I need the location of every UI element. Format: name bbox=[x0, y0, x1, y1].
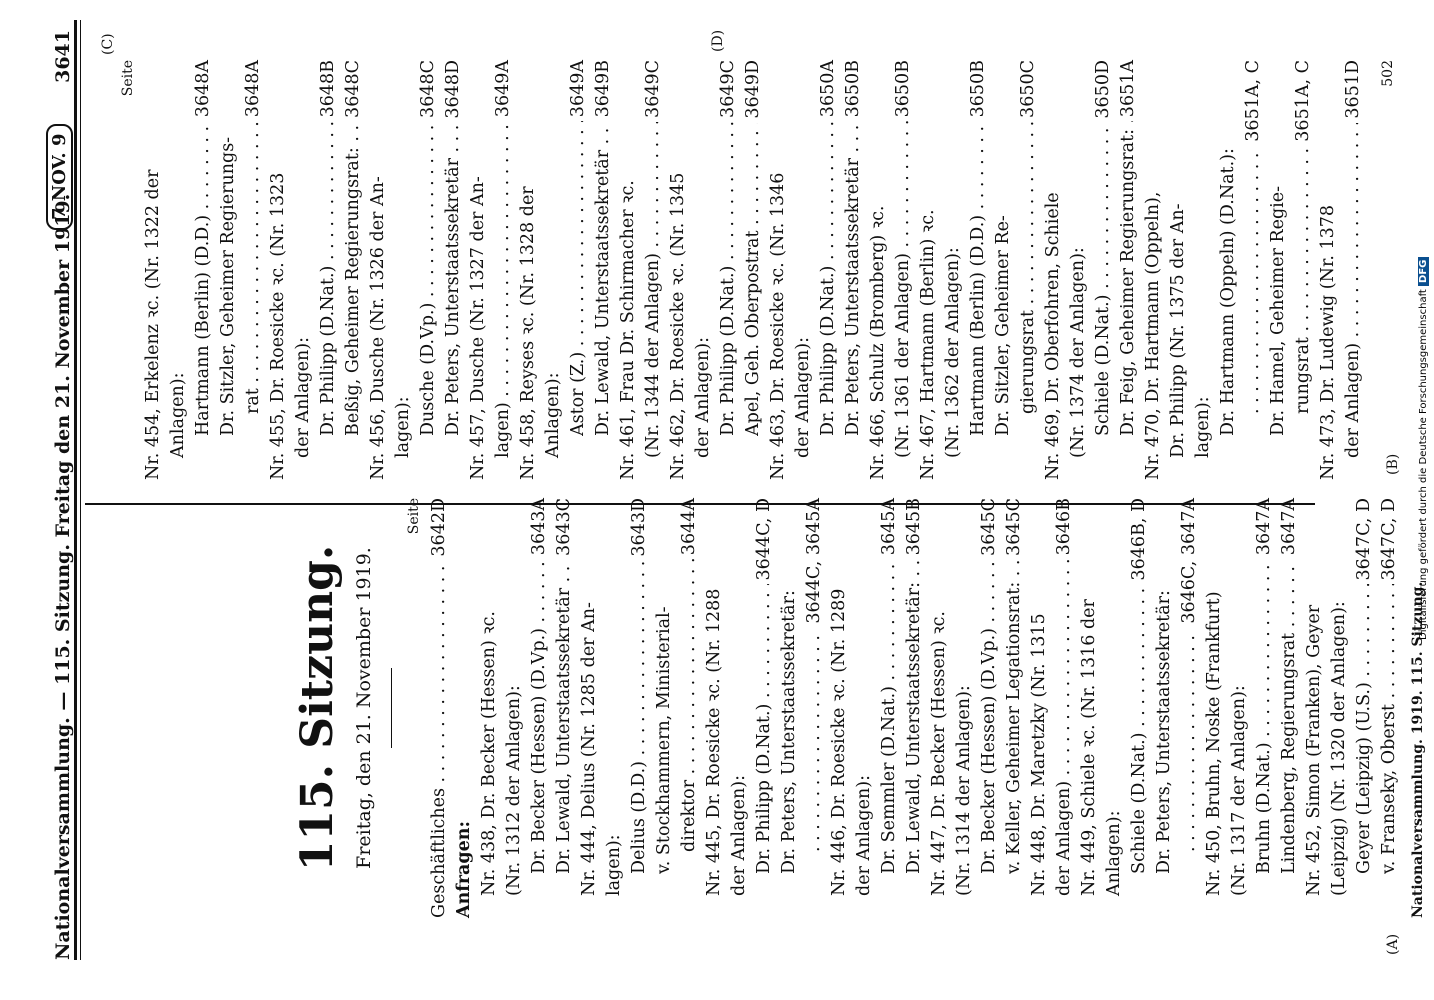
toc-page-ref: 3650C bbox=[1018, 60, 1038, 118]
toc-line: (Nr. 1374 der Anlagen): bbox=[1068, 247, 1088, 458]
toc-line: Nr. 469, Dr. Oberfohren, Schiele bbox=[1043, 192, 1063, 480]
toc-entry-text: Dr. Philipp (D.Nat.) . . . bbox=[816, 121, 841, 436]
toc-line: (Nr. 1314 der Anlagen): bbox=[954, 685, 974, 896]
toc-line: Dr. Sitzler, Geheimer Regierungs- bbox=[218, 136, 238, 436]
toc-left bbox=[427, 498, 1402, 918]
toc-entry-text: Delius (D.D.) . . . bbox=[627, 561, 652, 874]
toc-line: Nr. 461, Frau Dr. Schirmacher ꝛc. bbox=[618, 180, 638, 480]
toc-line bbox=[1252, 498, 1277, 918]
margin-mark-a: (A) bbox=[1385, 933, 1401, 955]
toc-line: Dr. Peters, Unterstaatssekretär: bbox=[1154, 590, 1174, 874]
toc-line: Nr. 470, Dr. Hartmann (Oppeln), bbox=[1143, 191, 1163, 480]
toc-line bbox=[841, 60, 866, 480]
toc-page-ref: 3648A bbox=[193, 60, 213, 118]
toc-page-ref: 3647A bbox=[1279, 498, 1299, 556]
toc-line bbox=[1016, 60, 1041, 480]
toc-line: Nr. 448, Dr. Maretzky (Nr. 1315 bbox=[1029, 613, 1049, 896]
toc-line bbox=[716, 60, 741, 480]
toc-line bbox=[552, 498, 577, 918]
toc-entry-text: Bruhn (D.Nat.) . . . bbox=[1252, 559, 1277, 874]
toc-line: Nr. 455, Dr. Roesicke ꝛc. (Nr. 1323 bbox=[268, 172, 288, 480]
toc-line: Anfragen: bbox=[454, 821, 474, 918]
toc-line bbox=[416, 60, 441, 480]
toc-page-ref: 3647C, D bbox=[1379, 498, 1399, 581]
toc-page-ref: 3649D bbox=[743, 60, 763, 119]
dfg-logo: DFG bbox=[1418, 257, 1429, 286]
toc-page-ref: 3650B bbox=[968, 60, 988, 118]
toc-line: Nr. 467, Hartmann (Berlin) ꝛc. bbox=[918, 209, 938, 480]
toc-entry-text: Dr. Lewald, Unterstaatssekretär . . . bbox=[591, 121, 616, 436]
toc-line: Nr. 449, Schiele ꝛc. (Nr. 1316 der bbox=[1079, 599, 1099, 896]
toc-line bbox=[241, 60, 266, 480]
toc-entry-text bbox=[1177, 628, 1202, 852]
toc-line: Nr. 438, Dr. Becker (Hessen) ꝛc. bbox=[479, 611, 499, 896]
toc-line bbox=[566, 60, 591, 480]
digitization-note bbox=[1418, 0, 1429, 640]
toc-page-ref: 3648C bbox=[418, 60, 438, 118]
toc-line bbox=[752, 498, 777, 918]
toc-right bbox=[141, 60, 1366, 480]
session-date: Freitag, den 21. November 1919. bbox=[353, 547, 375, 869]
toc-line: lagen): bbox=[1193, 396, 1213, 458]
toc-page-ref: 3643C bbox=[554, 498, 574, 556]
margin-mark-c: (C) bbox=[100, 33, 116, 55]
toc-line: der Anlagen): bbox=[793, 337, 813, 458]
toc-entry-text: Dr. Philipp (D.Nat.) . . . bbox=[752, 584, 777, 874]
toc-entry-text: der Anlagen) . . . bbox=[1052, 559, 1077, 896]
toc-entry-text: rungsrat . . . bbox=[1291, 146, 1316, 414]
toc-entry-text bbox=[1241, 146, 1266, 414]
toc-page-ref: 3651A, C bbox=[1243, 60, 1263, 142]
margin-mark-b: (B) bbox=[1385, 453, 1401, 475]
toc-line bbox=[441, 60, 466, 480]
running-head: Nationalversammlung. — 115. Sitzung. Freitag den 21. November 1919. bbox=[52, 193, 74, 960]
toc-entry-text: Dr. Becker (Hessen) (D.Vp.) . . . bbox=[527, 559, 552, 874]
toc-entry-text bbox=[802, 628, 827, 852]
toc-line bbox=[427, 498, 452, 918]
toc-line bbox=[1241, 60, 1266, 480]
toc-page-ref: 3645B bbox=[904, 498, 924, 556]
toc-entry-text: (Nr. 1361 der Anlagen) . . . bbox=[891, 121, 916, 458]
toc-line bbox=[1341, 60, 1366, 480]
toc-line: lagen): bbox=[393, 396, 413, 458]
toc-line: Dr. Hartmann (Oppeln) (D.Nat.): bbox=[1218, 148, 1238, 436]
digitization-text: Digitalisierung gefördert durch die Deutsche Forschungsgemeinschaft bbox=[1418, 289, 1429, 640]
toc-line bbox=[802, 498, 827, 918]
toc-page-ref: 3643D bbox=[629, 498, 649, 557]
toc-entry-text: Dr. Lewald, Unterstaatssekretär . . . bbox=[552, 560, 577, 874]
toc-line: Nr. 447, Dr. Becker (Hessen) ꝛc. bbox=[929, 611, 949, 896]
toc-line: Nr. 466, Schulz (Bromberg) ꝛc. bbox=[868, 205, 888, 480]
toc-line bbox=[491, 60, 516, 480]
toc-line bbox=[627, 498, 652, 918]
toc-line: Anlagen): bbox=[168, 372, 188, 458]
toc-line: Dr. Sitzler, Geheimer Re- bbox=[993, 215, 1013, 436]
toc-page-ref: 3648D bbox=[443, 60, 463, 119]
toc-line: Nr. 463, Dr. Roesicke ꝛc. (Nr. 1346 bbox=[768, 172, 788, 480]
toc-entry-text: Dusche (D.Vp.) . . . bbox=[416, 122, 441, 436]
toc-page-ref: 3650D bbox=[1093, 60, 1113, 119]
toc-page-ref: 3648B bbox=[318, 60, 338, 118]
toc-page-ref: 3651D bbox=[1343, 60, 1363, 119]
toc-page-ref: 3651A bbox=[1118, 60, 1138, 118]
toc-page-ref: 3650B bbox=[893, 60, 913, 118]
toc-line: Nr. 446, Dr. Roesicke ꝛc. (Nr. 1289 bbox=[829, 588, 849, 896]
toc-line: Nr. 473, Dr. Ludewig (Nr. 1378 bbox=[1318, 204, 1338, 480]
toc-line bbox=[527, 498, 552, 918]
toc-line: Nr. 444, Delius (Nr. 1285 der An- bbox=[579, 602, 599, 896]
toc-page-ref: 3645C bbox=[1004, 498, 1024, 556]
toc-entry-text: Dr. Peters, Unterstaatssekretär . . . bbox=[441, 123, 466, 436]
toc-line: (Nr. 1317 der Anlagen): bbox=[1229, 685, 1249, 896]
toc-page-ref: 3646B, D bbox=[1129, 498, 1149, 581]
footer-note: Nationalversammlung. 1919. 115. Sitzung. bbox=[1410, 581, 1426, 918]
toc-line: (Leipzig) (Nr. 1320 der Anlagen): bbox=[1329, 601, 1349, 896]
toc-line bbox=[966, 60, 991, 480]
toc-line: Nr. 457, Dusche (Nr. 1327 der An- bbox=[468, 176, 488, 480]
toc-page-ref: 3649A bbox=[568, 60, 588, 118]
toc-line bbox=[1091, 60, 1116, 480]
margin-mark-d: (D) bbox=[710, 29, 726, 52]
title-rule bbox=[391, 668, 392, 748]
header-rule bbox=[74, 20, 77, 960]
toc-line bbox=[341, 60, 366, 480]
toc-entry-text: rat . . . bbox=[241, 121, 266, 414]
toc-entry-text: Beßig, Geheimer Regierungsrat: . . . bbox=[341, 122, 366, 436]
signature-mark: 502 bbox=[1380, 60, 1396, 87]
toc-entry-text: Apel, Geh. Oberpostrat . . . bbox=[741, 123, 766, 436]
toc-line bbox=[591, 60, 616, 480]
toc-page-ref: 3646B bbox=[1054, 498, 1074, 556]
toc-entry-text: Dr. Feig, Geheimer Regierungsrat: . . . bbox=[1116, 121, 1141, 436]
toc-line: Nr. 462, Dr. Roesicke ꝛc. (Nr. 1345 bbox=[668, 172, 688, 480]
toc-line: (Nr. 1362 der Anlagen): bbox=[943, 247, 963, 458]
toc-entry-text: Astor (Z.) . . . bbox=[566, 121, 591, 436]
toc-entry-text: v. Keller, Geheimer Legationsrat: . . . bbox=[1002, 560, 1027, 874]
toc-entry-text: lagen) . . . bbox=[491, 121, 516, 458]
toc-page-ref: 3649A bbox=[493, 60, 513, 118]
toc-line bbox=[1127, 498, 1152, 918]
toc-entry-text: Geschäftliches . . . bbox=[427, 561, 452, 918]
seite-label: Seite bbox=[406, 498, 422, 535]
toc-page-ref: 3647C, D bbox=[1354, 498, 1374, 581]
toc-line: der Anlagen): bbox=[293, 337, 313, 458]
toc-line: v. Stockhammern, Ministerial- bbox=[654, 606, 674, 874]
toc-line bbox=[1177, 498, 1202, 918]
toc-line bbox=[1002, 498, 1027, 918]
toc-page-ref: 3649C bbox=[643, 60, 663, 118]
toc-line bbox=[741, 60, 766, 480]
toc-entry-text: Lindenberg, Regierungsrat . . . bbox=[1277, 559, 1302, 874]
toc-line: lagen): bbox=[604, 834, 624, 896]
toc-page-ref: 3644A bbox=[679, 498, 699, 556]
toc-line: Nr. 456, Dusche (Nr. 1326 der An- bbox=[368, 176, 388, 480]
toc-entry-text: Dr. Peters, Unterstaatssekretär . . . bbox=[841, 121, 866, 436]
toc-entry-text: Hartmann (Berlin) (D.D.) . . . bbox=[191, 121, 216, 436]
toc-line bbox=[1277, 498, 1302, 918]
toc-line bbox=[191, 60, 216, 480]
toc-line: Dr. Philipp (Nr. 1375 der An- bbox=[1168, 203, 1188, 458]
toc-page-ref: 3650B bbox=[843, 60, 863, 118]
toc-page-ref: 3650A bbox=[818, 60, 838, 118]
toc-line bbox=[1352, 498, 1377, 918]
toc-line: der Anlagen): bbox=[693, 337, 713, 458]
toc-entry-text: v. Franseky, Oberst . . . bbox=[1377, 584, 1402, 874]
header-rule-thin bbox=[80, 20, 81, 960]
toc-page-ref: 3651A, C bbox=[1293, 60, 1313, 142]
toc-page-ref: 3643A bbox=[529, 498, 549, 556]
toc-entry-text: der Anlagen) . . . bbox=[1341, 123, 1366, 458]
page-number: 3641 bbox=[52, 30, 74, 83]
toc-line bbox=[902, 498, 927, 918]
toc-page-ref: 3649B bbox=[593, 60, 613, 118]
toc-line: Nr. 452, Simon (Franken), Geyer bbox=[1304, 604, 1324, 896]
toc-line: Nr. 450, Bruhn, Noske (Frankfurt) bbox=[1204, 591, 1224, 896]
toc-page-ref: 3647A bbox=[1254, 498, 1274, 556]
toc-line bbox=[816, 60, 841, 480]
toc-entry-text: Hartmann (Berlin) (D.D.) . . . bbox=[966, 121, 991, 436]
toc-entry-text: Dr. Philipp (D.Nat.) . . . bbox=[716, 122, 741, 436]
toc-page-ref: 3644C, D bbox=[754, 498, 774, 581]
toc-line bbox=[1052, 498, 1077, 918]
toc-line: Nr. 454, Erkelenz ꝛc. (Nr. 1322 der bbox=[143, 169, 163, 480]
toc-line bbox=[1116, 60, 1141, 480]
toc-page-ref: 3645A bbox=[879, 498, 899, 556]
toc-line bbox=[1291, 60, 1316, 480]
toc-entry-text: Schiele (D.Nat.) . . . bbox=[1091, 123, 1116, 436]
toc-page-ref: 3649C bbox=[718, 60, 738, 118]
toc-page-ref: 3642D bbox=[429, 498, 449, 557]
toc-entry-text: Dr. Philipp (D.Nat.) . . . bbox=[316, 121, 341, 436]
toc-line: der Anlagen): bbox=[729, 775, 749, 896]
right-column bbox=[110, 60, 1401, 480]
toc-line bbox=[316, 60, 341, 480]
toc-line bbox=[891, 60, 916, 480]
toc-line: Anlagen): bbox=[1104, 810, 1124, 896]
toc-line: der Anlagen): bbox=[854, 775, 874, 896]
toc-page-ref: 3648C bbox=[343, 60, 363, 118]
left-column bbox=[110, 498, 1431, 918]
toc-line: Nr. 445, Dr. Roesicke ꝛc. (Nr. 1288 bbox=[704, 588, 724, 896]
toc-entry-text: Geyer (Leipzig) (U.S.) . . . bbox=[1352, 584, 1377, 874]
date-stamp: 7 NOV. 9 bbox=[46, 124, 73, 230]
toc-line bbox=[877, 498, 902, 918]
toc-page-ref: 3644C, 3645A bbox=[804, 498, 824, 624]
toc-entry-text: (Nr. 1344 der Anlagen) . . . bbox=[641, 122, 666, 458]
toc-entry-text: gierungsrat . . . bbox=[1016, 122, 1041, 414]
toc-page-ref: 3646C, 3647A bbox=[1179, 498, 1199, 624]
toc-line: Dr. Hamel, Geheimer Regie- bbox=[1268, 185, 1288, 436]
toc-entry-text: Dr. Semmler (D.Nat.) . . . bbox=[877, 559, 902, 874]
toc-entry-text: Dr. Becker (Hessen) (D.Vp.) . . . bbox=[977, 560, 1002, 874]
toc-line: (Nr. 1312 der Anlagen): bbox=[504, 685, 524, 896]
toc-entry-text: direktor . . . bbox=[677, 559, 702, 852]
toc-page-ref: 3645C bbox=[979, 498, 999, 556]
toc-line bbox=[1377, 498, 1402, 918]
toc-entry-text: Dr. Lewald, Unterstaatssekretär: . . . bbox=[902, 559, 927, 874]
seite-label-right: Seite bbox=[120, 60, 136, 97]
toc-page-ref: 3648A bbox=[243, 60, 263, 118]
toc-line: Dr. Peters, Unterstaatssekretär: bbox=[779, 590, 799, 874]
toc-entry-text: Schiele (D.Nat.) . . . bbox=[1127, 585, 1152, 874]
toc-line: Anlagen): bbox=[543, 372, 563, 458]
session-title: 115. Sitzung. bbox=[292, 544, 343, 872]
toc-line bbox=[641, 60, 666, 480]
toc-line bbox=[677, 498, 702, 918]
toc-line bbox=[977, 498, 1002, 918]
toc-line: Nr. 458, Reyses ꝛc. (Nr. 1328 der bbox=[518, 186, 538, 480]
